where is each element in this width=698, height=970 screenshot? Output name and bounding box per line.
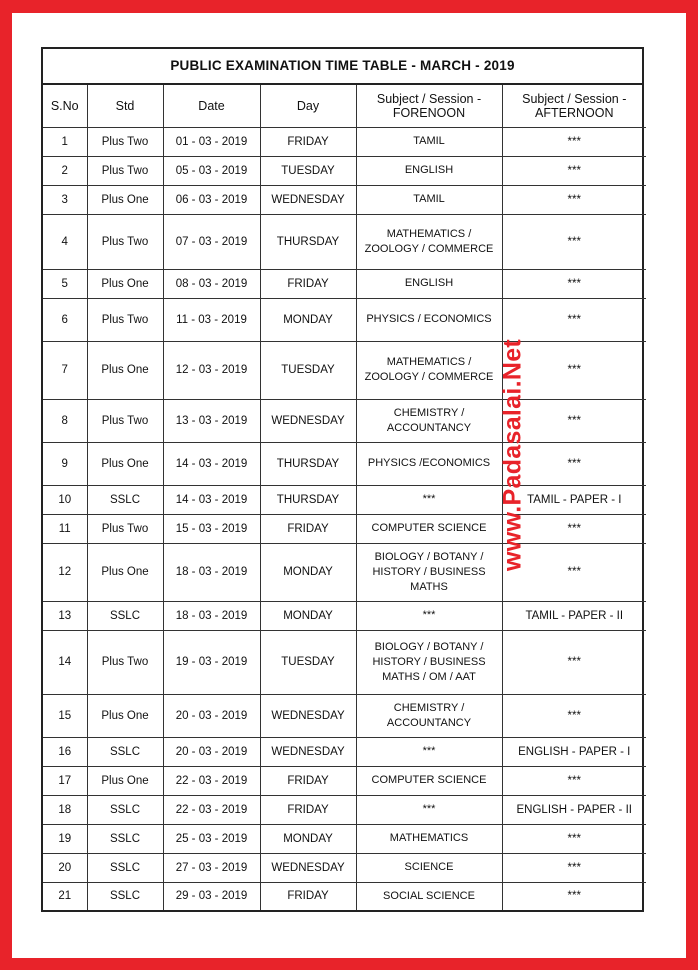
forenoon-subject-line: TAMIL <box>413 135 445 147</box>
forenoon-subject-line: ENGLISH <box>404 277 454 289</box>
sno-cell: 20 <box>43 853 87 882</box>
std-cell: Plus One <box>87 185 163 214</box>
forenoon-subject-cell <box>356 269 502 298</box>
std-cell: Plus One <box>87 766 163 795</box>
forenoon-subject-cell <box>356 214 502 269</box>
forenoon-subject-cell <box>356 882 502 910</box>
sno-cell: 16 <box>43 737 87 766</box>
forenoon-subject-line: *** <box>422 609 436 621</box>
afternoon-subject-cell: *** <box>502 543 646 601</box>
date-cell: 27 - 03 - 2019 <box>163 853 260 882</box>
sno-cell: 14 <box>43 630 87 694</box>
forenoon-subject-line: CHEMISTRY / <box>393 701 465 714</box>
date-cell: 08 - 03 - 2019 <box>163 269 260 298</box>
table-row <box>43 766 646 795</box>
afternoon-subject-cell: *** <box>502 185 646 214</box>
sno-cell: 15 <box>43 694 87 737</box>
forenoon-subject-cell <box>356 127 502 156</box>
day-cell: MONDAY <box>260 543 356 601</box>
header-row <box>43 85 646 127</box>
forenoon-subject-line: ZOOLOGY / COMMERCE <box>364 371 494 383</box>
std-cell: Plus Two <box>87 399 163 442</box>
day-cell: THURSDAY <box>260 214 356 269</box>
forenoon-subject-line: ZOOLOGY / COMMERCE <box>364 242 494 255</box>
sno-cell: 6 <box>43 298 87 341</box>
forenoon-subject-line: ENGLISH <box>404 164 454 176</box>
day-cell: THURSDAY <box>260 485 356 514</box>
table-row <box>43 882 646 910</box>
table-row <box>43 269 646 298</box>
header-afternoon <box>502 85 646 127</box>
std-cell: Plus One <box>87 341 163 399</box>
date-cell: 01 - 03 - 2019 <box>163 127 260 156</box>
forenoon-subject-cell <box>356 766 502 795</box>
table-row <box>43 514 646 543</box>
forenoon-subject-line: TAMIL <box>413 193 445 205</box>
forenoon-subject-cell <box>356 630 502 694</box>
date-cell: 18 - 03 - 2019 <box>163 601 260 630</box>
date-cell: 07 - 03 - 2019 <box>163 214 260 269</box>
forenoon-subject-line: COMPUTER SCIENCE <box>371 522 487 534</box>
forenoon-subject-cell <box>356 737 502 766</box>
day-cell: TUESDAY <box>260 341 356 399</box>
table-row <box>43 185 646 214</box>
day-cell: FRIDAY <box>260 766 356 795</box>
afternoon-subject-cell: *** <box>502 514 646 543</box>
afternoon-subject-cell: ENGLISH - PAPER - I <box>502 737 646 766</box>
afternoon-subject-cell: TAMIL - PAPER - II <box>502 601 646 630</box>
afternoon-subject-cell: *** <box>502 298 646 341</box>
date-cell: 15 - 03 - 2019 <box>163 514 260 543</box>
forenoon-subject-line: *** <box>422 745 436 757</box>
timetable <box>43 85 646 910</box>
std-cell: Plus Two <box>87 156 163 185</box>
forenoon-subject-cell <box>356 442 502 485</box>
header-date: Date <box>163 85 260 127</box>
day-cell: THURSDAY <box>260 442 356 485</box>
std-cell: Plus Two <box>87 214 163 269</box>
afternoon-subject-cell: *** <box>502 269 646 298</box>
table-row <box>43 442 646 485</box>
std-cell: SSLC <box>87 737 163 766</box>
day-cell: MONDAY <box>260 601 356 630</box>
afternoon-subject-cell: *** <box>502 630 646 694</box>
forenoon-subject-line: MATHEMATICS / <box>386 227 472 240</box>
day-cell: TUESDAY <box>260 630 356 694</box>
afternoon-subject-cell: *** <box>502 341 646 399</box>
table-row <box>43 543 646 601</box>
table-row <box>43 214 646 269</box>
forenoon-subject-line: SCIENCE <box>404 861 454 873</box>
table-row <box>43 341 646 399</box>
header-forenoon <box>356 85 502 127</box>
std-cell: SSLC <box>87 485 163 514</box>
day-cell: FRIDAY <box>260 514 356 543</box>
table-row <box>43 156 646 185</box>
std-cell: Plus One <box>87 694 163 737</box>
sno-cell: 1 <box>43 127 87 156</box>
sno-cell: 17 <box>43 766 87 795</box>
sno-cell: 5 <box>43 269 87 298</box>
day-cell: FRIDAY <box>260 127 356 156</box>
day-cell: TUESDAY <box>260 156 356 185</box>
date-cell: 22 - 03 - 2019 <box>163 766 260 795</box>
forenoon-subject-line: MATHS <box>410 580 448 593</box>
std-cell: Plus One <box>87 442 163 485</box>
watermark-text: www.Padasalai.Net <box>498 338 527 572</box>
date-cell: 14 - 03 - 2019 <box>163 485 260 514</box>
forenoon-subject-cell <box>356 853 502 882</box>
afternoon-subject-cell: *** <box>502 442 646 485</box>
forenoon-subject-line: MATHS / OM / AAT <box>382 670 476 683</box>
sno-cell: 12 <box>43 543 87 601</box>
std-cell: Plus Two <box>87 127 163 156</box>
table-row <box>43 485 646 514</box>
std-cell: SSLC <box>87 824 163 853</box>
header-forenoon-line1: Subject / Session - <box>376 91 482 106</box>
forenoon-subject-line: HISTORY / BUSINESS <box>372 655 486 668</box>
forenoon-subject-line: COMPUTER SCIENCE <box>371 774 487 786</box>
std-cell: Plus One <box>87 543 163 601</box>
afternoon-subject-cell: *** <box>502 127 646 156</box>
date-cell: 22 - 03 - 2019 <box>163 795 260 824</box>
day-cell: WEDNESDAY <box>260 737 356 766</box>
table-row <box>43 298 646 341</box>
forenoon-subject-line: HISTORY / BUSINESS <box>372 565 486 578</box>
table-row <box>43 795 646 824</box>
sno-cell: 11 <box>43 514 87 543</box>
date-cell: 06 - 03 - 2019 <box>163 185 260 214</box>
afternoon-subject-cell: *** <box>502 694 646 737</box>
header-afternoon-line2: AFTERNOON <box>535 105 614 120</box>
forenoon-subject-line: *** <box>422 803 436 815</box>
afternoon-subject-cell: *** <box>502 214 646 269</box>
day-cell: MONDAY <box>260 824 356 853</box>
day-cell: WEDNESDAY <box>260 853 356 882</box>
std-cell: Plus Two <box>87 630 163 694</box>
std-cell: SSLC <box>87 601 163 630</box>
forenoon-subject-line: PHYSICS / ECONOMICS <box>366 313 492 325</box>
date-cell: 25 - 03 - 2019 <box>163 824 260 853</box>
day-cell: FRIDAY <box>260 269 356 298</box>
forenoon-subject-cell <box>356 543 502 601</box>
std-cell: Plus Two <box>87 298 163 341</box>
forenoon-subject-line: MATHEMATICS / <box>386 356 472 368</box>
forenoon-subject-cell <box>356 795 502 824</box>
afternoon-subject-cell: *** <box>502 156 646 185</box>
day-cell: WEDNESDAY <box>260 399 356 442</box>
date-cell: 13 - 03 - 2019 <box>163 399 260 442</box>
header-forenoon-line2: FORENOON <box>392 105 466 120</box>
sno-cell: 8 <box>43 399 87 442</box>
timetable-body <box>43 127 646 910</box>
forenoon-subject-cell <box>356 341 502 399</box>
forenoon-subject-cell <box>356 514 502 543</box>
header-day: Day <box>260 85 356 127</box>
std-cell: SSLC <box>87 853 163 882</box>
date-cell: 19 - 03 - 2019 <box>163 630 260 694</box>
afternoon-subject-cell: ENGLISH - PAPER - II <box>502 795 646 824</box>
forenoon-subject-cell <box>356 601 502 630</box>
day-cell: FRIDAY <box>260 882 356 910</box>
timetable-sheet <box>41 47 644 912</box>
std-cell: SSLC <box>87 795 163 824</box>
date-cell: 18 - 03 - 2019 <box>163 543 260 601</box>
table-row <box>43 737 646 766</box>
page-title: PUBLIC EXAMINATION TIME TABLE - MARCH - 2019 <box>43 49 642 85</box>
table-row <box>43 853 646 882</box>
sno-cell: 13 <box>43 601 87 630</box>
forenoon-subject-cell <box>356 485 502 514</box>
sno-cell: 9 <box>43 442 87 485</box>
sno-cell: 18 <box>43 795 87 824</box>
forenoon-subject-line: CHEMISTRY / <box>393 406 465 419</box>
watermark <box>498 302 528 608</box>
forenoon-subject-line: SOCIAL SCIENCE <box>383 889 475 902</box>
afternoon-subject-cell: *** <box>502 882 646 910</box>
forenoon-subject-line: ACCOUNTANCY <box>386 716 472 729</box>
forenoon-subject-cell <box>356 399 502 442</box>
date-cell: 29 - 03 - 2019 <box>163 882 260 910</box>
sno-cell: 4 <box>43 214 87 269</box>
day-cell: MONDAY <box>260 298 356 341</box>
table-row <box>43 694 646 737</box>
table-row <box>43 601 646 630</box>
date-cell: 14 - 03 - 2019 <box>163 442 260 485</box>
forenoon-subject-line: *** <box>422 493 436 505</box>
forenoon-subject-line: BIOLOGY / BOTANY / <box>374 640 484 653</box>
forenoon-subject-cell <box>356 824 502 853</box>
date-cell: 11 - 03 - 2019 <box>163 298 260 341</box>
day-cell: WEDNESDAY <box>260 694 356 737</box>
forenoon-subject-cell <box>356 185 502 214</box>
table-row <box>43 127 646 156</box>
day-cell: FRIDAY <box>260 795 356 824</box>
forenoon-subject-line: BIOLOGY / BOTANY / <box>374 550 484 563</box>
sno-cell: 2 <box>43 156 87 185</box>
day-cell: WEDNESDAY <box>260 185 356 214</box>
std-cell: Plus One <box>87 269 163 298</box>
header-afternoon-line1: Subject / Session - <box>522 91 627 106</box>
forenoon-subject-line: MATHEMATICS <box>389 832 469 844</box>
header-sno: S.No <box>43 85 87 127</box>
std-cell: SSLC <box>87 882 163 910</box>
date-cell: 05 - 03 - 2019 <box>163 156 260 185</box>
sno-cell: 3 <box>43 185 87 214</box>
forenoon-subject-cell <box>356 298 502 341</box>
sno-cell: 7 <box>43 341 87 399</box>
forenoon-subject-cell <box>356 694 502 737</box>
date-cell: 20 - 03 - 2019 <box>163 694 260 737</box>
sno-cell: 19 <box>43 824 87 853</box>
afternoon-subject-cell: *** <box>502 853 646 882</box>
date-cell: 12 - 03 - 2019 <box>163 341 260 399</box>
table-row <box>43 399 646 442</box>
forenoon-subject-line: ACCOUNTANCY <box>386 421 472 434</box>
afternoon-subject-cell: TAMIL - PAPER - I <box>502 485 646 514</box>
forenoon-subject-cell <box>356 156 502 185</box>
std-cell: Plus Two <box>87 514 163 543</box>
header-std: Std <box>87 85 163 127</box>
forenoon-subject-line: PHYSICS /ECONOMICS <box>367 457 491 469</box>
date-cell: 20 - 03 - 2019 <box>163 737 260 766</box>
table-row <box>43 630 646 694</box>
sno-cell: 21 <box>43 882 87 910</box>
afternoon-subject-cell: *** <box>502 399 646 442</box>
afternoon-subject-cell: *** <box>502 824 646 853</box>
table-row <box>43 824 646 853</box>
afternoon-subject-cell: *** <box>502 766 646 795</box>
sno-cell: 10 <box>43 485 87 514</box>
